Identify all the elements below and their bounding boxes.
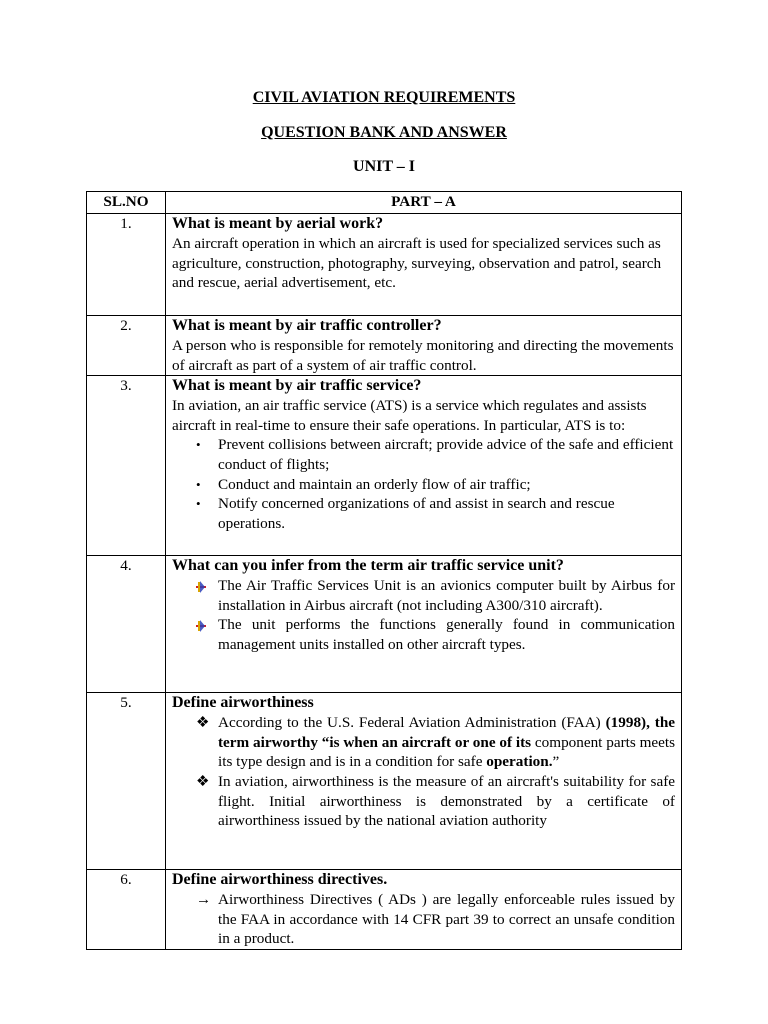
diamond-bullet-icon: ❖ — [196, 772, 210, 790]
list-item: → Airworthiness Directives ( ADs ) are legally enforceable rules issued by the FAA in accordance with 14 CFR part 39 to correct an unsafe condition in a product. — [196, 891, 675, 948]
list-item: • Notify concerned organizations of and assist in search and rescue operations. — [196, 495, 615, 532]
row-content — [166, 214, 682, 316]
row-number: 4. — [87, 556, 166, 693]
table-row — [87, 693, 682, 870]
question-text: What is meant by air traffic controller? — [172, 317, 442, 334]
table-row — [87, 214, 682, 316]
question-text: Define airworthiness directives. — [172, 871, 388, 889]
table-row — [87, 870, 682, 950]
table-row — [87, 556, 682, 693]
unit-heading: UNIT – I — [353, 158, 415, 175]
question-table — [86, 191, 682, 950]
document-subtitle: QUESTION BANK AND ANSWER — [261, 124, 507, 141]
row-number: 6. — [87, 870, 166, 950]
row-number: 2. — [87, 316, 166, 376]
row-content — [166, 693, 682, 870]
row-content — [166, 870, 682, 950]
row-number: 1. — [87, 214, 166, 316]
question-text: Define airworthiness — [172, 694, 314, 712]
answer-text: An aircraft operation in which an aircraft is used for specialized services such as agriculture, construction, photography, surveying, observation and patrol, search and rescue, aerial advertisement, etc. — [172, 235, 662, 292]
document-title: CIVIL AVIATION REQUIREMENTS — [252, 89, 516, 106]
question-text: What is meant by aerial work? — [172, 215, 384, 232]
table-header-row — [87, 192, 682, 214]
row-number: 5. — [87, 693, 166, 870]
flag-arrow-icon — [194, 619, 208, 633]
list-item: • Prevent collisions between aircraft; provide advice of the safe and efficient conduct of flights; — [196, 436, 674, 473]
flag-arrow-icon — [194, 580, 208, 594]
question-text: What is meant by air traffic service? — [172, 377, 422, 395]
list-item: The unit performs the functions generally found in communication management units installed on other aircraft types. — [172, 615, 675, 654]
row-content — [166, 316, 682, 376]
col-header-part: PART – A — [166, 192, 682, 214]
list-item: • Conduct and maintain an orderly flow of air traffic; — [196, 475, 531, 493]
col-header-slno: SL.NO — [87, 192, 166, 214]
table-row — [87, 316, 682, 376]
list-item: The Air Traffic Services Unit is an avionics computer built by Airbus for installation in Airbus aircraft (not including A300/310 aircraft). — [172, 576, 675, 615]
bullet-dot-icon: • — [196, 437, 201, 453]
row-content — [166, 376, 682, 556]
list-item: ❖ In aviation, airworthiness is the measure of an aircraft's suitability for safe flight. Initial airworthiness is demonstrated by a certificate of airworthiness issued by the national aviation authority — [196, 772, 675, 830]
table-row — [87, 376, 682, 556]
answer-text: A person who is responsible for remotely monitoring and directing the movements of aircraft as part of a system of air traffic control. — [172, 337, 674, 374]
list-item: ❖ According to the U.S. Federal Aviation Administration (FAA) (1998), the term airworthy “is when an aircraft or one of its component parts meets its type design and is in a condition for safe operation.” — [196, 714, 676, 771]
bullet-dot-icon: • — [196, 496, 201, 512]
question-text: What can you infer from the term air traffic service unit? — [172, 557, 564, 575]
row-number: 3. — [87, 376, 166, 556]
diamond-bullet-icon: ❖ — [196, 714, 210, 732]
row-content — [166, 556, 682, 693]
answer-text: In aviation, an air traffic service (ATS) is a service which regulates and assists aircraft in real-time to ensure their safe operations. In particular, ATS is to: — [172, 397, 647, 434]
bullet-dot-icon: • — [196, 476, 201, 492]
right-arrow-icon: → — [196, 891, 212, 909]
